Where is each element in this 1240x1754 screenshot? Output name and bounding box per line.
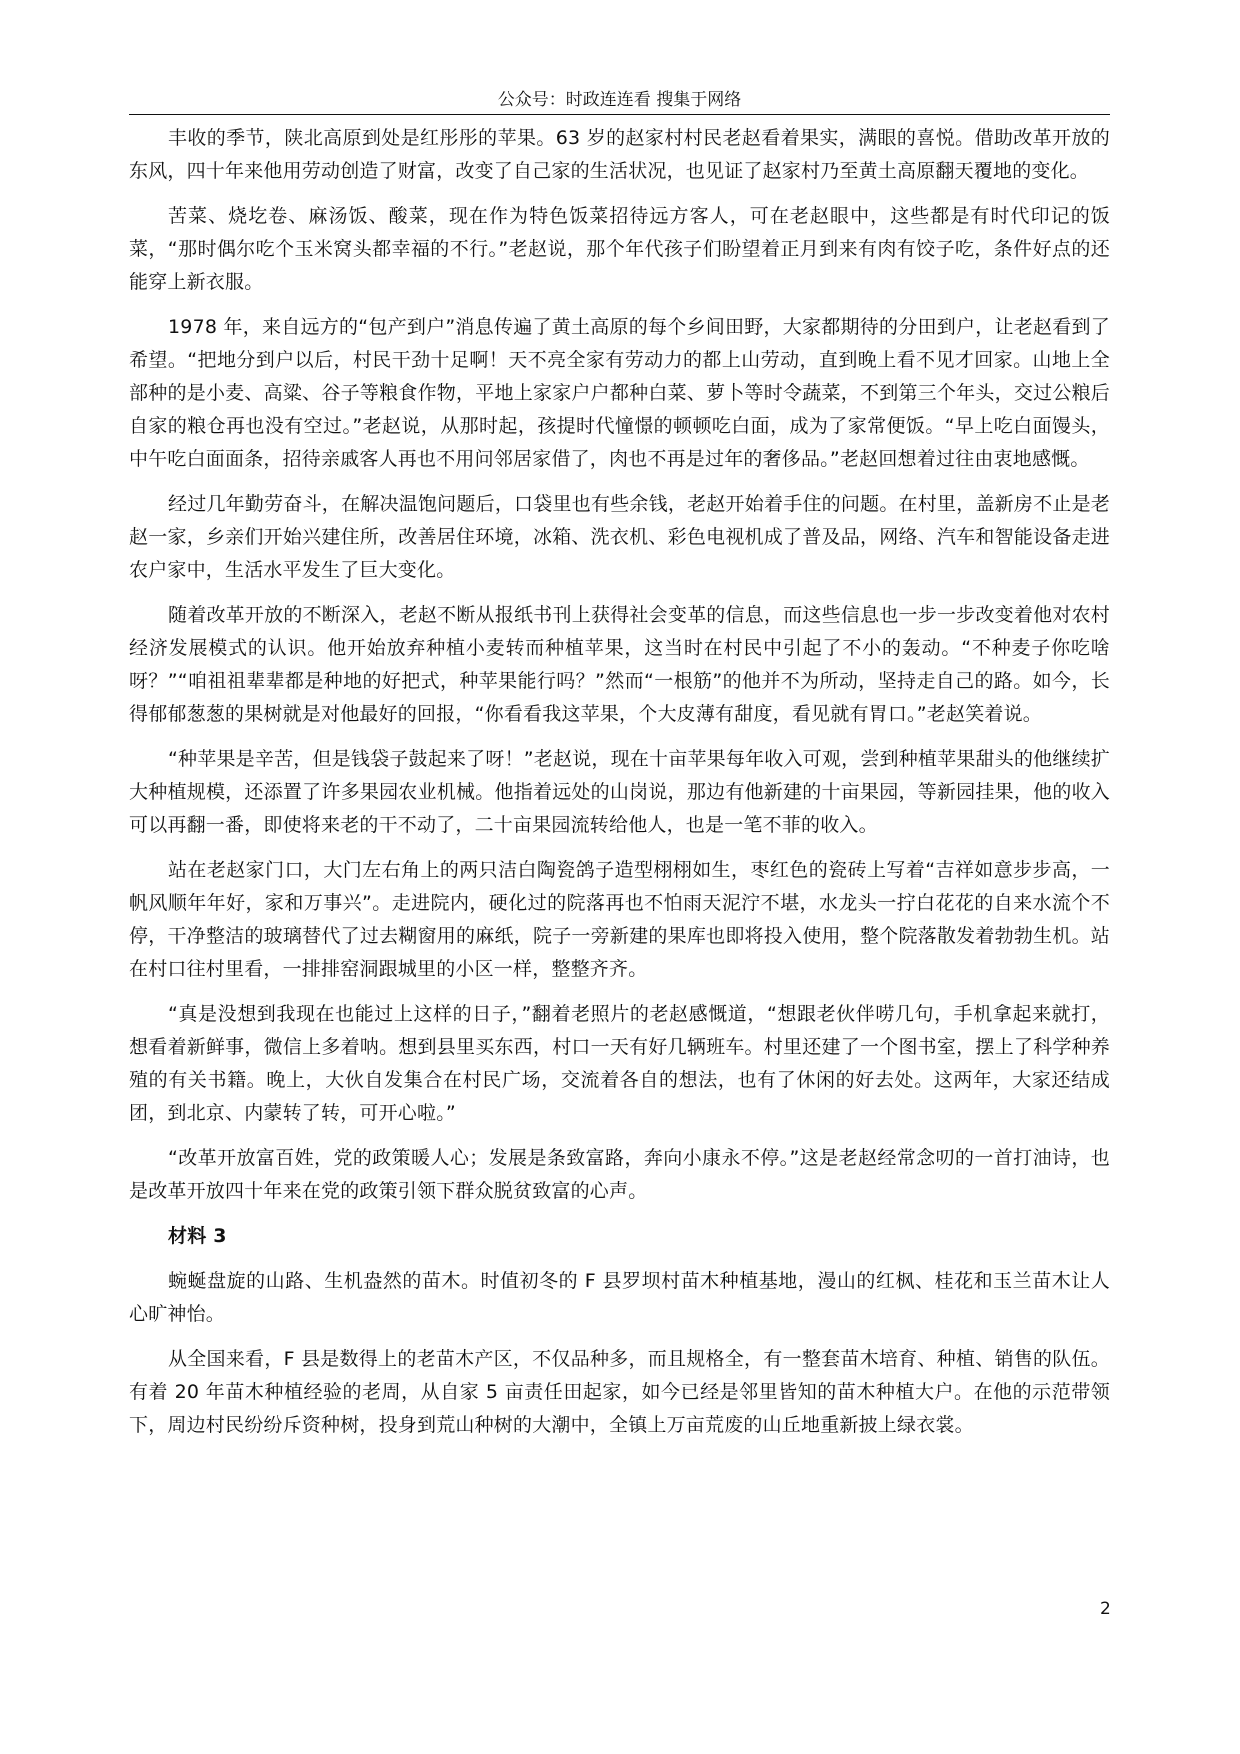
paragraph: “真是没想到我现在也能过上这样的日子，”翻着老照片的老赵感慨道，“想跟老伙伴唠几句，手机拿起来就打，想看着新鲜事，微信上多着呐。想到县里买东西，村口一天有好几辆班车。村里还建了一个图书室，摆上了科学种养殖的有关书籍。晚上，大伙自发集合在村民广场，交流着各自的想法，也有了休闲的好去处。这两年，大家还结成团，到北京、内蒙转了转，可开心啦。”: [129, 1003, 1110, 1124]
paragraph: 1978 年，来自远方的“包产到户”消息传遍了黄土高原的每个乡间田野，大家都期待的分田到户，让老赵看到了希望。“把地分到户以后，村民干劲十足啊！天不亮全家有劳动力的都上山劳动，直到晚上看不见才回家。山地上全部种的是小麦、高粱、谷子等粮食作物，平地上家家户户都种白菜、萝卜等时令蔬菜，不到第三个年头，交过公粮后自家的粮仓再也没有空过。”老赵说，从那时起，孩提时代憧憬的顿顿吃白面，成为了家常便饭。“早上吃白面馒头，中午吃白面面条，招待亲戚客人再也不用问邻居家借了，肉也不再是过年的奢侈品。”老赵回想着过往由衷地感慨。: [129, 316, 1110, 470]
page-number: 2: [1100, 1599, 1111, 1619]
paragraph: 站在老赵家门口，大门左右角上的两只洁白陶瓷鸽子造型栩栩如生，枣红色的瓷砖上写着“吉祥如意步步高，一帆风顺年年好，家和万事兴”。走进院内，硬化过的院落再也不怕雨天泥泞不堪，水龙头一拧白花花的自来水流个不停，干净整洁的玻璃替代了过去糊窗用的麻纸，院子一旁新建的果库也即将投入使用，整个院落散发着勃勃生机。站在村口往村里看，一排排窑洞跟城里的小区一样，整整齐齐。: [129, 859, 1110, 980]
section-heading: 材料 3: [168, 1225, 227, 1247]
paragraph: “种苹果是辛苦，但是钱袋子鼓起来了呀！”老赵说，现在十亩苹果每年收入可观，尝到种植苹果甜头的他继续扩大种植规模，还添置了许多果园农业机械。他指着远处的山岗说，那边有他新建的十亩果园，等新园挂果，他的收入可以再翻一番，即使将来老的干不动了，二十亩果园流转给他人，也是一笔不菲的收入。: [129, 748, 1110, 836]
paragraph: 丰收的季节，陕北高原到处是红彤彤的苹果。63 岁的赵家村村民老赵看着果实，满眼的喜悦。借助改革开放的东风，四十年来他用劳动创造了财富，改变了自己家的生活状况，也见证了赵家村乃至黄土高原翻天覆地的变化。: [129, 127, 1110, 182]
paragraph: 从全国来看，F 县是数得上的老苗木产区，不仅品种多，而且规格全，有一整套苗木培育、种植、销售的队伍。有着 20 年苗木种植经验的老周，从自家 5 亩责任田起家，如今已经是邻里皆知的苗木种植大户。在他的示范带领下，周边村民纷纷斥资种树，投身到荒山种树的大潮中，全镇上万亩荒废的山丘地重新披上绿衣裳。: [129, 1348, 1110, 1436]
page-header: 公众号：时政连连看 搜集于网络: [129, 86, 1110, 115]
paragraph: 蜿蜒盘旋的山路、生机盎然的苗木。时值初冬的 F 县罗坝村苗木种植基地，漫山的红枫、桂花和玉兰苗木让人心旷神怡。: [129, 1270, 1110, 1325]
document-body: [129, 122, 1110, 1454]
paragraph: 经过几年勤劳奋斗，在解决温饱问题后，口袋里也有些余钱，老赵开始着手住的问题。在村里，盖新房不止是老赵一家，乡亲们开始兴建住所，改善居住环境，冰箱、洗衣机、彩色电视机成了普及品，网络、汽车和智能设备走进农户家中，生活水平发生了巨大变化。: [129, 493, 1110, 581]
paragraph: 苦菜、烧圪卷、麻汤饭、酸菜，现在作为特色饭菜招待远方客人，可在老赵眼中，这些都是有时代印记的饭菜，“那时偶尔吃个玉米窝头都幸福的不行。”老赵说，那个年代孩子们盼望着正月到来有肉有饺子吃，条件好点的还能穿上新衣服。: [129, 205, 1110, 293]
paragraph: 随着改革开放的不断深入，老赵不断从报纸书刊上获得社会变革的信息，而这些信息也一步一步改变着他对农村经济发展模式的认识。他开始放弃种植小麦转而种植苹果，这当时在村民中引起了不小的轰动。“不种麦子你吃啥呀？”“咱祖祖辈辈都是种地的好把式，种苹果能行吗？”然而“一根筋”的他并不为所动，坚持走自己的路。如今，长得郁郁葱葱的果树就是对他最好的回报，“你看看我这苹果，个大皮薄有甜度，看见就有胃口。”老赵笑着说。: [129, 604, 1110, 725]
paragraph: “改革开放富百姓，党的政策暖人心；发展是条致富路，奔向小康永不停。”这是老赵经常念叨的一首打油诗，也是改革开放四十年来在党的政策引领下群众脱贫致富的心声。: [129, 1147, 1110, 1202]
